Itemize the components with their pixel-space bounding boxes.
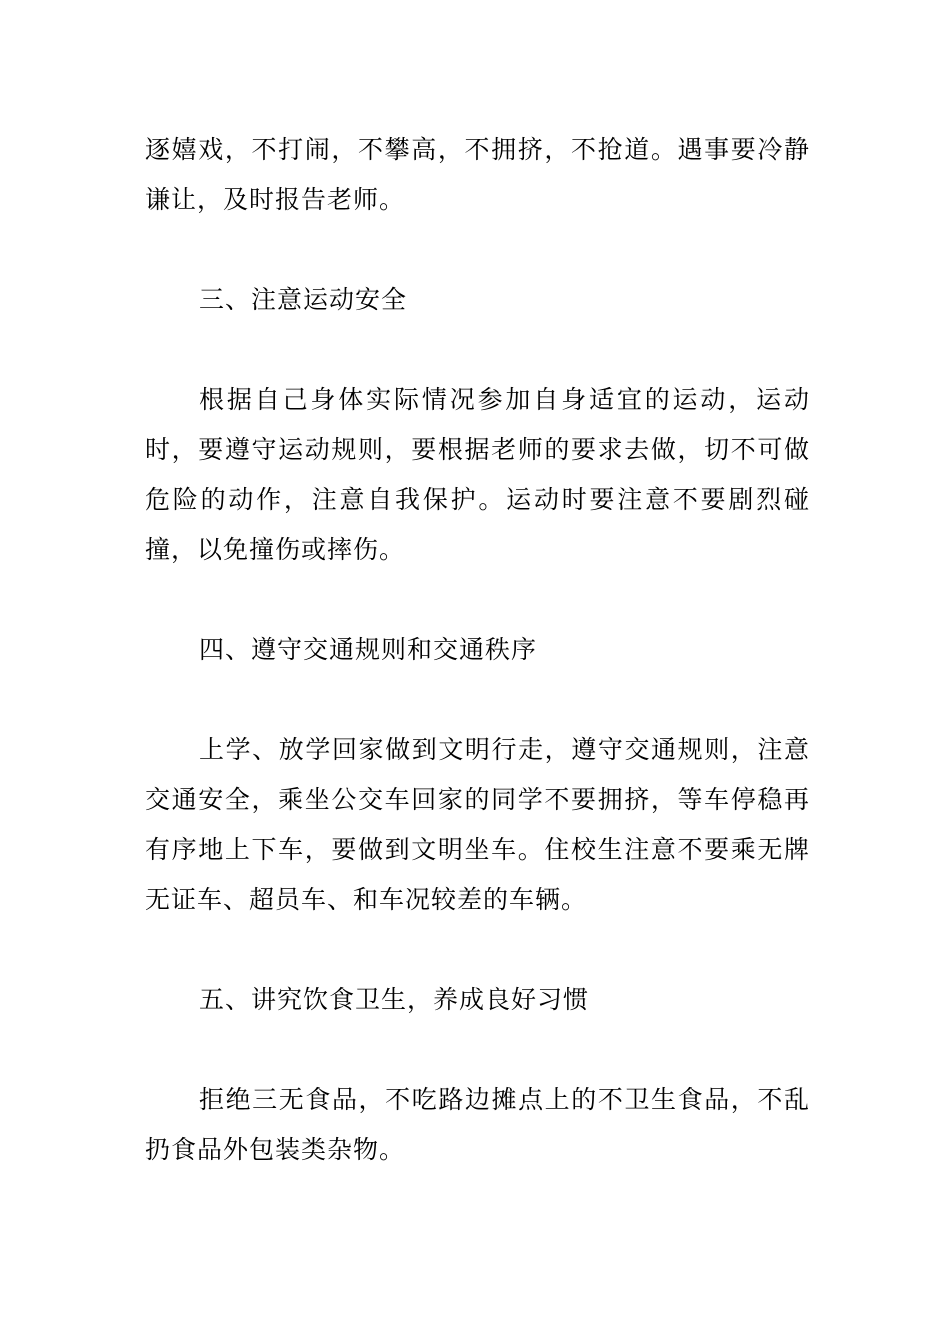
paragraph-traffic-safety: 上学、放学回家做到文明行走，遵守交通规则，注意交通安全，乘坐公交车回家的同学不要拥挤，等车停稳再有序地上下车，要做到文明坐车。住校生注意不要乘无牌无证车、超员车、和车况较差的车辆。 — [145, 735, 810, 914]
spacer — [145, 225, 810, 275]
spacer — [145, 325, 810, 375]
document-page — [145, 125, 810, 1175]
paragraph-continuation: 逐嬉戏，不打闹，不攀高，不拥挤，不抢道。遇事要冷静谦让，及时报告老师。 — [145, 135, 810, 214]
spacer — [145, 675, 810, 725]
spacer — [145, 1025, 810, 1075]
spacer — [145, 575, 810, 625]
section-heading-3: 三、注意运动安全 — [199, 285, 408, 314]
section-heading-5: 五、讲究饮食卫生，养成良好习惯 — [199, 985, 590, 1014]
paragraph-food-hygiene: 拒绝三无食品，不吃路边摊点上的不卫生食品，不乱扔食品外包装类杂物。 — [145, 1085, 810, 1164]
paragraph-sport-safety: 根据自己身体实际情况参加自身适宜的运动，运动时，要遵守运动规则，要根据老师的要求去做，切不可做危险的动作，注意自我保护。运动时要注意不要剧烈碰撞，以免撞伤或摔伤。 — [145, 385, 810, 564]
section-heading-4: 四、遵守交通规则和交通秩序 — [199, 635, 538, 664]
spacer — [145, 925, 810, 975]
